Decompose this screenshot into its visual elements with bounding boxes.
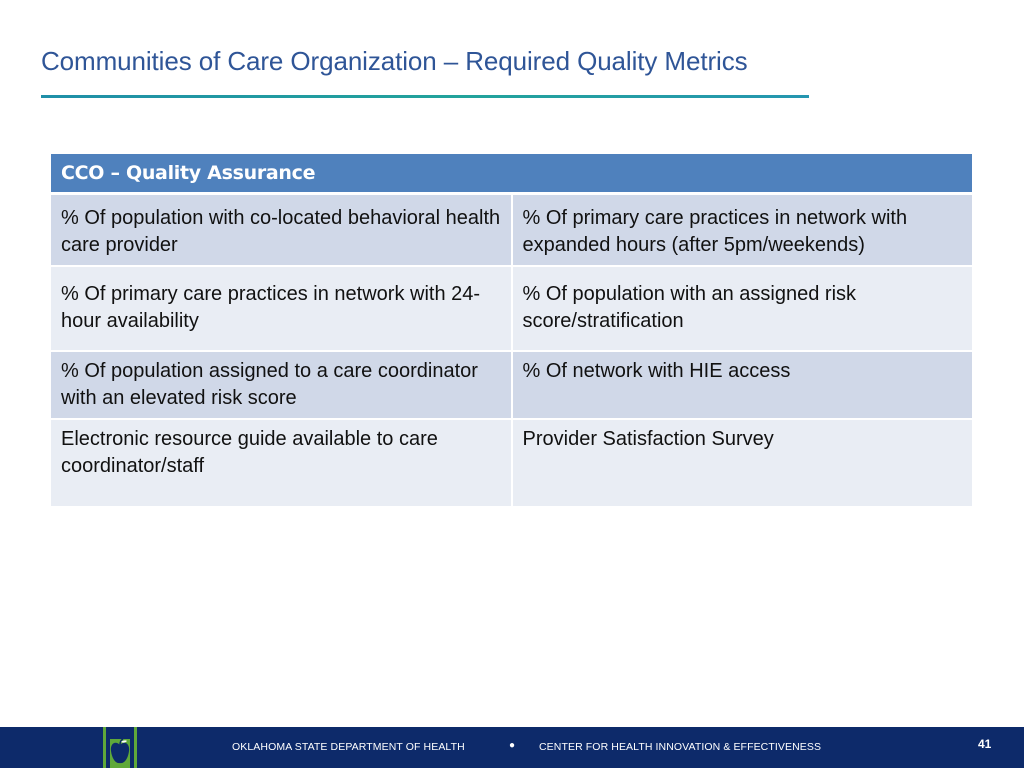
oklahoma-state-apple-logo-icon	[103, 727, 137, 768]
table-header: CCO – Quality Assurance	[51, 154, 972, 194]
table-cell: % Of primary care practices in network with 24-hour availability	[51, 266, 512, 351]
table-cell: % Of population with co-located behavioral health care provider	[51, 194, 512, 267]
table-row	[51, 351, 972, 419]
table-row	[51, 419, 972, 507]
page-number: 41	[978, 737, 992, 751]
table-cell: Provider Satisfaction Survey	[512, 419, 973, 507]
quality-metrics-table	[51, 154, 972, 508]
table-cell: % Of primary care practices in network with expanded hours (after 5pm/weekends)	[512, 194, 973, 267]
table-cell: Electronic resource guide available to care coordinator/staff	[51, 419, 512, 507]
footer-bullet: ●	[509, 740, 516, 751]
slide-title: Communities of Care Organization – Required Quality Metrics	[41, 46, 748, 76]
footer-center-name: CENTER FOR HEALTH INNOVATION & EFFECTIVENESS	[539, 741, 822, 753]
footer-bar	[0, 727, 1024, 768]
table-cell: % Of population assigned to a care coordinator with an elevated risk score	[51, 351, 512, 419]
table-row	[51, 266, 972, 351]
table-row	[51, 194, 972, 267]
table-cell: % Of population with an assigned risk score/stratification	[512, 266, 973, 351]
footer-department-name: OKLAHOMA STATE DEPARTMENT OF HEALTH	[232, 741, 465, 753]
table-header-row	[51, 154, 972, 194]
table-cell: % Of network with HIE access	[512, 351, 973, 419]
title-underline	[41, 95, 809, 98]
